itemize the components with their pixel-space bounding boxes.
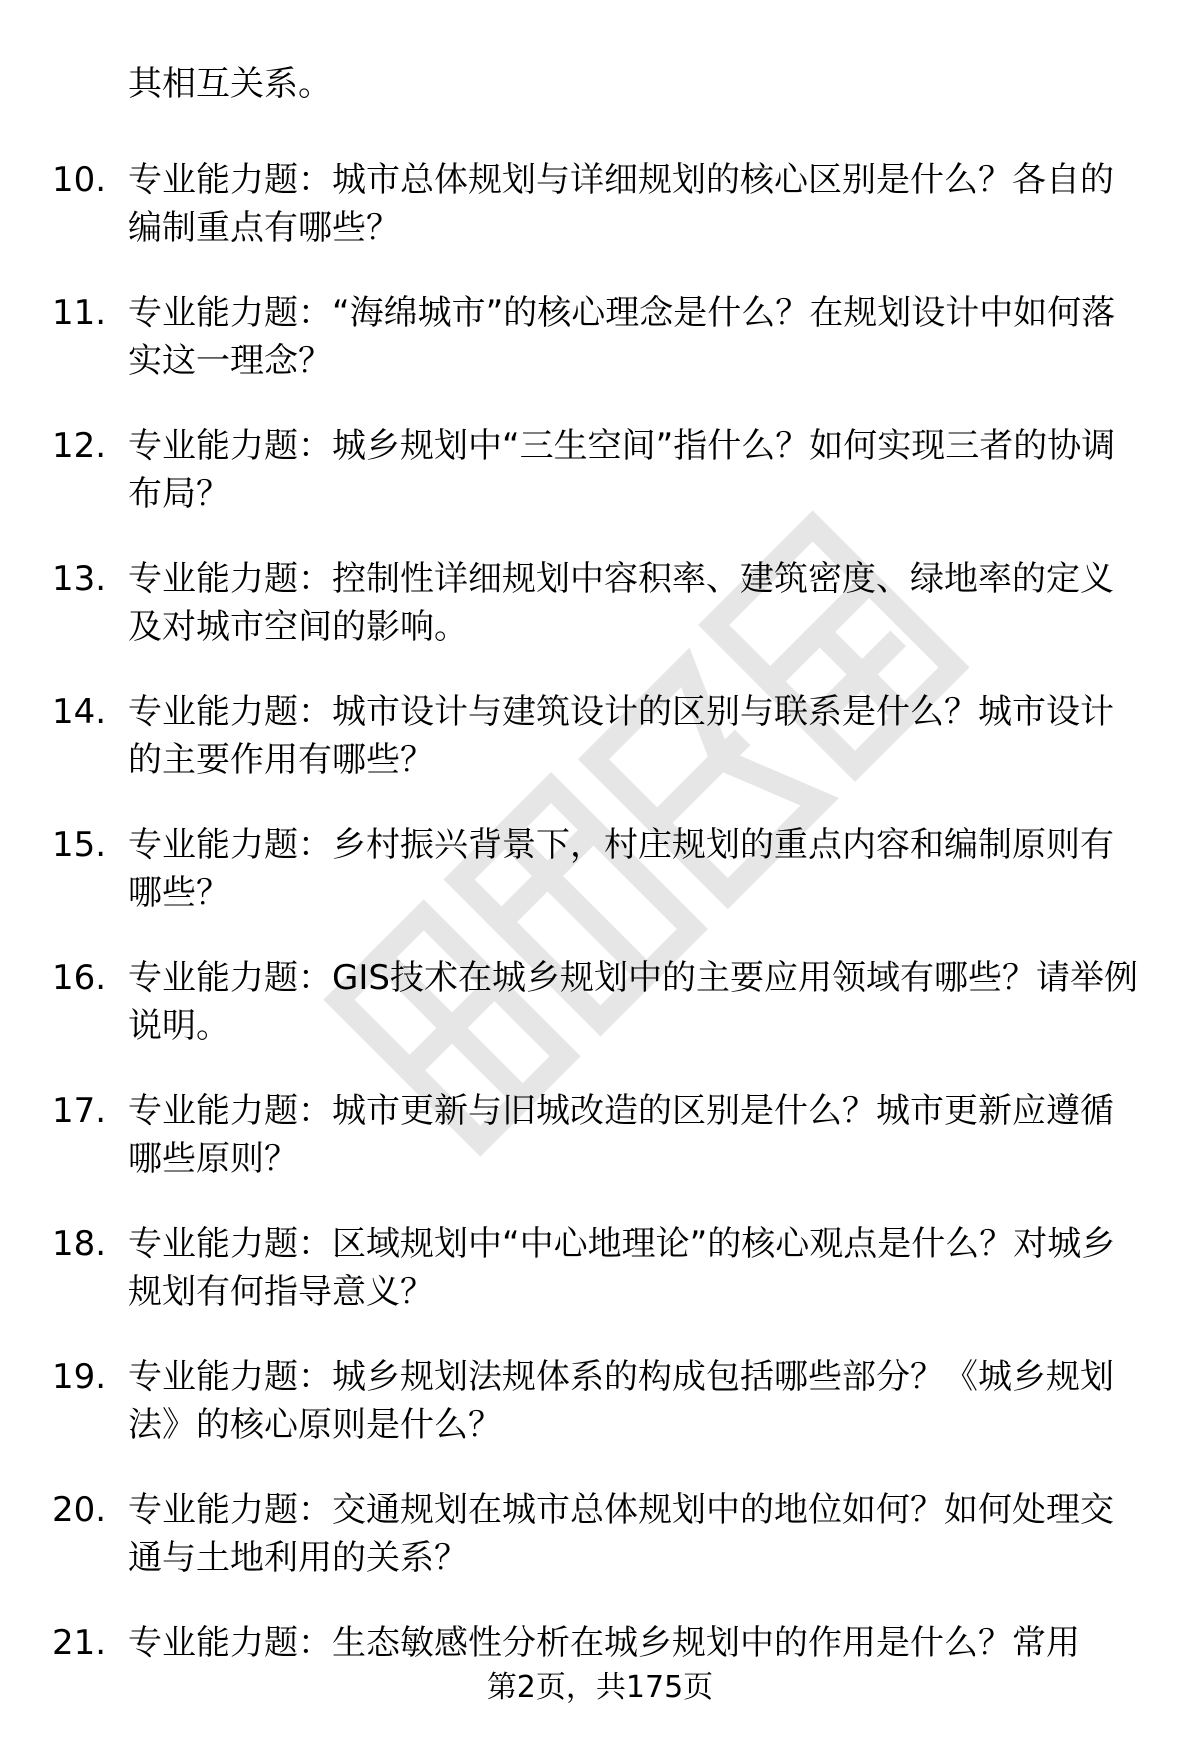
list-item: [0, 821, 1200, 917]
question-number: 17.: [52, 1091, 107, 1131]
question-number: 12.: [52, 426, 107, 466]
question-text: 专业能力题：城市设计与建筑设计的区别与联系是什么？城市设计的主要作用有哪些？: [128, 692, 1114, 780]
list-item: [0, 1220, 1200, 1316]
question-number: 20.: [52, 1490, 107, 1530]
question-text: 专业能力题：交通规划在城市总体规划中的地位如何？如何处理交通与土地利用的关系？: [128, 1490, 1114, 1578]
question-text: 专业能力题：城市更新与旧城改造的区别是什么？城市更新应遵循哪些原则？: [128, 1091, 1114, 1179]
list-item: [0, 156, 1200, 252]
question-number: 19.: [52, 1357, 107, 1397]
question-text: 专业能力题：GIS技术在城乡规划中的主要应用领域有哪些？请举例说明。: [128, 958, 1138, 1046]
question-text: 专业能力题：控制性详细规划中容积率、建筑密度、绿地率的定义及对城市空间的影响。: [128, 559, 1114, 647]
question-text: 专业能力题：城乡规划中“三生空间”指什么？如何实现三者的协调布局？: [128, 426, 1116, 514]
list-item: [0, 1619, 1200, 1667]
question-list: [0, 156, 1200, 1667]
list-item: [0, 688, 1200, 784]
question-text: 专业能力题：乡村振兴背景下，村庄规划的重点内容和编制原则有哪些？: [128, 825, 1114, 913]
question-number: 18.: [52, 1224, 107, 1264]
question-number: 21.: [52, 1623, 107, 1663]
page-footer: 第2页，共175页: [486, 1670, 714, 1705]
list-item: [0, 954, 1200, 1050]
list-item: [0, 1353, 1200, 1449]
question-number: 10.: [52, 160, 107, 200]
question-text: 专业能力题：城乡规划法规体系的构成包括哪些部分？《城乡规划法》的核心原则是什么？: [128, 1357, 1114, 1445]
list-item: [0, 1486, 1200, 1582]
question-number: 16.: [52, 958, 107, 998]
question-text: 专业能力题：城市总体规划与详细规划的核心区别是什么？各自的编制重点有哪些？: [128, 160, 1114, 248]
question-text: 专业能力题：“海绵城市”的核心理念是什么？在规划设计中如何落实这一理念？: [128, 293, 1116, 381]
continuation-text: 其相互关系。: [128, 64, 332, 104]
list-item: [0, 289, 1200, 385]
question-text: 专业能力题：区域规划中“中心地理论”的核心观点是什么？对城乡规划有何指导意义？: [128, 1224, 1116, 1312]
list-item: [0, 1087, 1200, 1183]
question-number: 14.: [52, 692, 107, 732]
question-text: 专业能力题：生态敏感性分析在城乡规划中的作用是什么？常用: [128, 1623, 1080, 1663]
list-item: [0, 422, 1200, 518]
question-number: 15.: [52, 825, 107, 865]
list-item: [0, 555, 1200, 651]
question-number: 13.: [52, 559, 107, 599]
question-number: 11.: [52, 293, 107, 333]
